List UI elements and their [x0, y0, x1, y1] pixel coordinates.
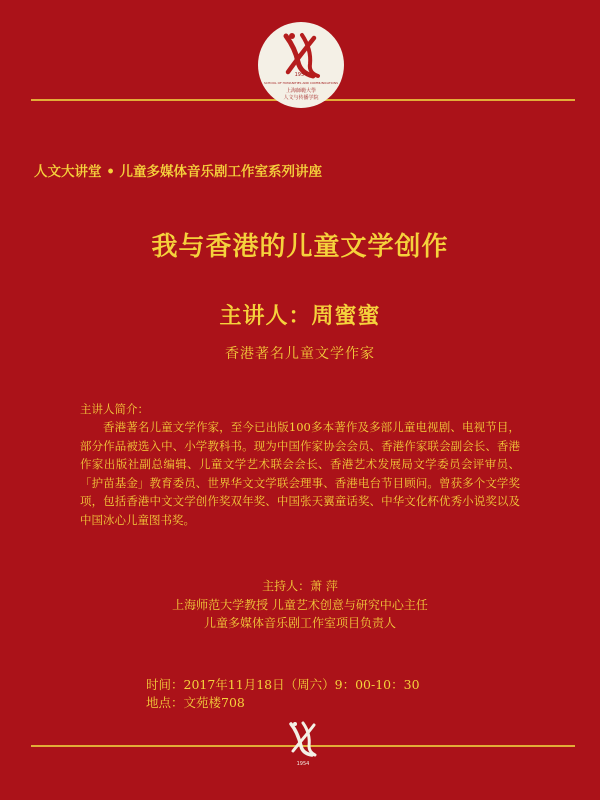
host-block	[0, 577, 600, 633]
lecture-title: 我与香港的儿童文学创作	[151, 232, 449, 262]
host-role: 儿童多媒体音乐剧工作室项目负责人	[203, 616, 396, 630]
bottom-logo-mark-icon	[283, 718, 323, 762]
logo-chinese-small: 上海師範大學	[285, 88, 316, 94]
host-position: 上海师范大学教授 儿童艺术创意与研究中心主任	[172, 597, 428, 612]
bio-heading: 主讲人简介：	[80, 402, 149, 416]
logo-year: 1954	[294, 72, 308, 78]
logo-chinese-name	[258, 88, 344, 102]
event-place: 地点：文苑楼708	[146, 695, 245, 710]
bottom-logo-year: 1954	[296, 761, 310, 767]
speaker-name: 主讲人：周蜜蜜	[219, 303, 381, 329]
college-logo	[258, 22, 344, 108]
logo-chinese-main: 人文与传播学院	[283, 95, 319, 101]
host-name: 主持人：萧 萍	[262, 579, 338, 593]
bio-text: 香港著名儿童文学作家，至今已出版100多本著作及多部儿童电视剧、电视节目，部分作品被选入中、小学教科书。现为中国作家协会会员、香港作家联会副会长、香港作家出版社副总编辑、儿童文学艺术联会会长、香港艺术发展局文学委员会评审员、「护苗基金」教育委员、世界华文文学联会理事、香港电台节目顾问。曾获多个文学奖项，包括香港中文文学创作奖双年奖、中国张天翼童话奖、中华文化杯优秀小说奖以及中国冰心儿童图书奖。	[80, 420, 520, 527]
logo-english-text: SCHOOL OF HUMANITIES AND COMMUNICATIONS	[264, 81, 338, 85]
event-time: 时间：2017年11月18日（周六）9：00-10：30	[146, 677, 420, 692]
speaker-title: 香港著名儿童文学作家	[225, 346, 375, 362]
series-label: 人文大讲堂 • 儿童多媒体音乐剧工作室系列讲座	[34, 164, 323, 180]
